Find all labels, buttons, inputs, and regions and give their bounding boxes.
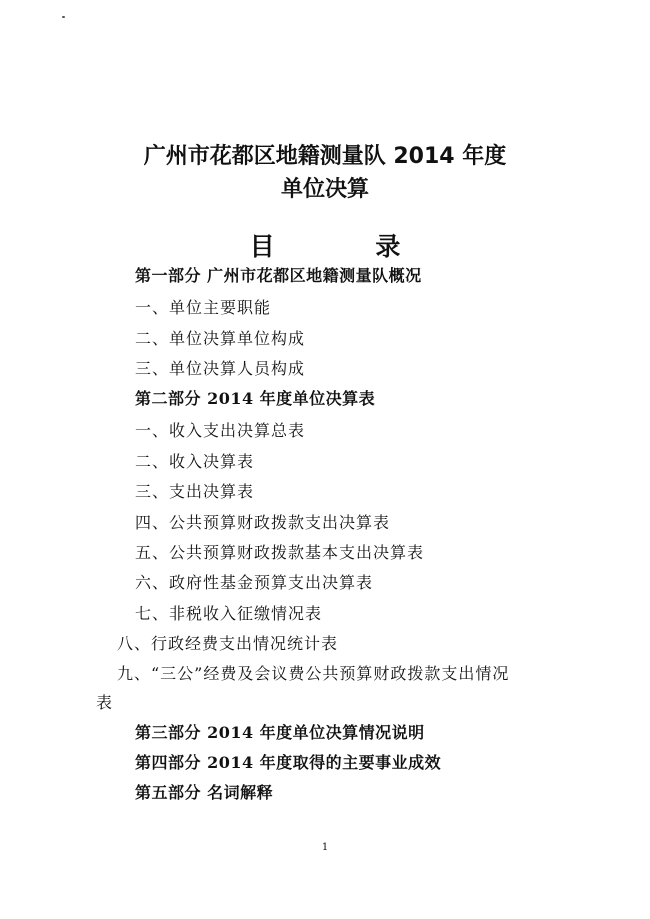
toc-item: 二、单位决算单位构成	[135, 329, 306, 348]
toc-item: 二、收入决算表	[135, 452, 255, 471]
toc-item: 八、行政经费支出情况统计表	[117, 634, 339, 653]
toc-item: 六、政府性基金预算支出决算表	[135, 573, 374, 592]
toc-item: 三、单位决算人员构成	[135, 359, 306, 378]
toc-item: 七、非税收入征缴情况表	[135, 604, 323, 623]
toc-part-3: 第三部分 2014 年度单位决算情况说明	[135, 723, 425, 742]
toc-item: 九、“三公”经费及会议费公共预算财政拨款支出情况	[117, 664, 510, 683]
document-subtitle: 单位决算	[280, 177, 369, 202]
toc-item: 四、公共预算财政拨款支出决算表	[135, 513, 391, 532]
toc-item: 一、收入支出决算总表	[135, 421, 306, 440]
scan-speck	[62, 16, 65, 18]
toc-part-5: 第五部分 名词解释	[135, 783, 274, 802]
toc-part-1: 第一部分 广州市花都区地籍测量队概况	[135, 266, 422, 285]
toc-heading: 目 录	[249, 232, 447, 261]
page-number: 1	[321, 842, 329, 853]
toc-item: 一、单位主要职能	[135, 298, 272, 317]
toc-item: 三、支出决算表	[135, 482, 255, 501]
toc-part-4: 第四部分 2014 年度取得的主要事业成效	[135, 753, 442, 772]
toc-part-2: 第二部分 2014 年度单位决算表	[135, 389, 376, 408]
toc-item: 五、公共预算财政拨款基本支出决算表	[135, 543, 425, 562]
document-title: 广州市花都区地籍测量队 2014 年度	[143, 144, 507, 169]
toc-item-continuation: 表	[96, 693, 114, 712]
